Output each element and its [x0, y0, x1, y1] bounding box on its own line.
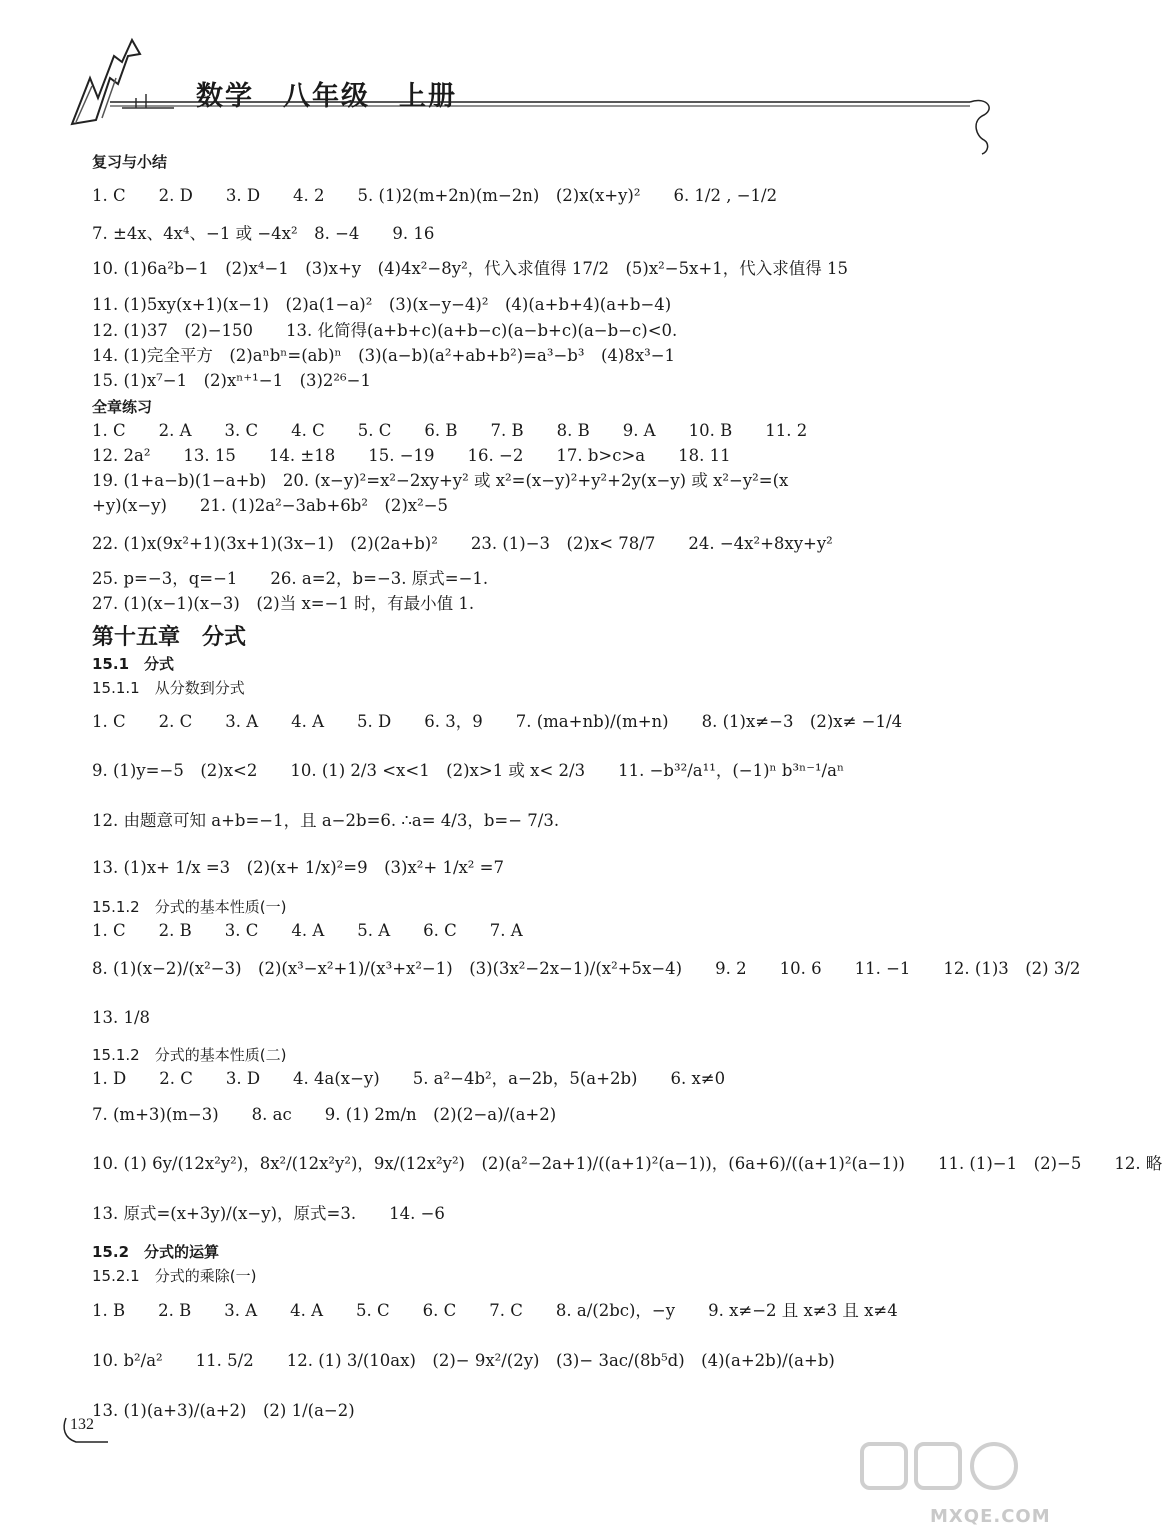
answer-line: 14. (1)完全平方 (2)aⁿbⁿ=(ab)ⁿ (3)(a−b)(a²+ab+b²)=a³−b³ (4)8x³−1 — [92, 346, 676, 365]
answer-line: 19. (1+a−b)(1−a+b) 20. (x−y)²=x²−2xy+y² 或 x²=(x−y)²+y²+2y(x−y) 或 x²−y²=(x — [92, 471, 789, 490]
answer-line: 27. (1)(x−1)(x−3) (2)当 x=−1 时，有最小值 1. — [92, 594, 475, 613]
answer-line: 13. 原式=(x+3y)/(x−y)，原式=3. 14. −6 — [92, 1204, 445, 1223]
section-title: 15.1 分式 — [92, 655, 175, 673]
subsection-title: 15.1.2 分式的基本性质(一) — [92, 898, 287, 916]
answer-line: 1. C 2. A 3. C 4. C 5. C 6. B 7. B 8. B 9. A 10. B 11. 2 — [92, 421, 808, 440]
subsection-title: 15.2.1 分式的乘除(一) — [92, 1267, 257, 1285]
answer-line: 13. (1)x+ 1/x =3 (2)(x+ 1/x)²=9 (3)x²+ 1/x² =7 — [92, 858, 504, 877]
answer-line: 12. 由题意可知 a+b=−1，且 a−2b=6. ∴a= 4/3，b=− 7/3. — [92, 811, 560, 830]
answer-line: 25. p=−3，q=−1 26. a=2，b=−3. 原式=−1. — [92, 569, 489, 588]
header-title: 数学 八年级 上册 — [196, 81, 457, 112]
watermark-logo-icon — [858, 1440, 1033, 1506]
answer-line: 7. (m+3)(m−3) 8. ac 9. (1) 2m/n (2)(2−a)/(a+2) — [92, 1105, 557, 1124]
answer-line: 1. D 2. C 3. D 4. 4a(x−y) 5. a²−4b²，a−2b，5(a+2b) 6. x≠0 — [92, 1069, 726, 1088]
answer-line: 12. (1)37 (2)−150 13. 化简得(a+b+c)(a+b−c)(a−b+c)(a−b−c)<0. — [92, 321, 678, 340]
answer-line: 22. (1)x(9x²+1)(3x+1)(3x−1) (2)(2a+b)² 23. (1)−3 (2)x< 78/7 24. −4x²+8xy+y² — [92, 534, 833, 553]
chapter-title: 第十五章 分式 — [92, 625, 247, 650]
header-rule-divider — [110, 96, 1000, 156]
answer-line: 13. 1/8 — [92, 1008, 151, 1027]
section-title: 15.2 分式的运算 — [92, 1243, 220, 1261]
answer-line: 1. C 2. B 3. C 4. A 5. A 6. C 7. A — [92, 921, 523, 940]
answer-line: 7. ±4x、4x⁴、−1 或 −4x² 8. −4 9. 16 — [92, 224, 435, 243]
answer-line: 9. (1)y=−5 (2)x<2 10. (1) 2/3 <x<1 (2)x>1 或 x< 2/3 11. −b³²/a¹¹，(−1)ⁿ b³ⁿ⁻¹/aⁿ — [92, 761, 845, 780]
answer-line: 12. 2a² 13. 15 14. ±18 15. −19 16. −2 17. b>c>a 18. 11 — [92, 446, 731, 465]
section-title: 复习与小结 — [92, 153, 168, 171]
answer-line: 1. C 2. C 3. A 4. A 5. D 6. 3，9 7. (ma+nb)/(m+n) 8. (1)x≠−3 (2)x≠ −1/4 — [92, 712, 903, 731]
answer-line: 1. B 2. B 3. A 4. A 5. C 6. C 7. C 8. a/(2bc)，−y 9. x≠−2 且 x≠3 且 x≠4 — [92, 1301, 898, 1320]
answer-line: +y)(x−y) 21. (1)2a²−3ab+6b² (2)x²−5 — [92, 496, 449, 515]
subsection-title: 15.1.1 从分数到分式 — [92, 679, 245, 697]
answer-line: 15. (1)x⁷−1 (2)xⁿ⁺¹−1 (3)2²⁶−1 — [92, 371, 371, 390]
answer-line: 10. (1)6a²b−1 (2)x⁴−1 (3)x+y (4)4x²−8y²，代入求值得 17/2 (5)x²−5x+1，代入求值得 15 — [92, 259, 848, 278]
answer-line: 10. b²/a² 11. 5/2 12. (1) 3/(10ax) (2)− 9x²/(2y) (3)− 3ac/(8b⁵d) (4)(a+2b)/(a+b) — [92, 1351, 835, 1370]
page-number: 132 — [70, 1416, 94, 1433]
answer-line: 10. (1) 6y/(12x²y²)，8x²/(12x²y²)，9x/(12x²y²) (2)(a²−2a+1)/((a+1)²(a−1))，(6a+6)/((a+1)²(a−1)) 11. (1)−1 (2)−5 12. 略 — [92, 1154, 1162, 1173]
answer-line: 8. (1)(x−2)/(x²−3) (2)(x³−x²+1)/(x³+x²−1) (3)(3x²−2x−1)/(x²+5x−4) 9. 2 10. 6 11. −1 12. (1)3 (2) 3/2 — [92, 959, 1081, 978]
answer-line: 11. (1)5xy(x+1)(x−1) (2)a(1−a)² (3)(x−y−4)² (4)(a+b+4)(a+b−4) — [92, 295, 672, 314]
answer-line: 1. C 2. D 3. D 4. 2 5. (1)2(m+2n)(m−2n) (2)x(x+y)² 6. 1/2 , −1/2 — [92, 186, 778, 205]
subsection-title: 15.1.2 分式的基本性质(二) — [92, 1046, 287, 1064]
answer-line: 13. (1)(a+3)/(a+2) (2) 1/(a−2) — [92, 1401, 355, 1420]
watermark-text: MXQE.COM — [930, 1506, 1051, 1527]
section-title: 全章练习 — [92, 398, 153, 416]
